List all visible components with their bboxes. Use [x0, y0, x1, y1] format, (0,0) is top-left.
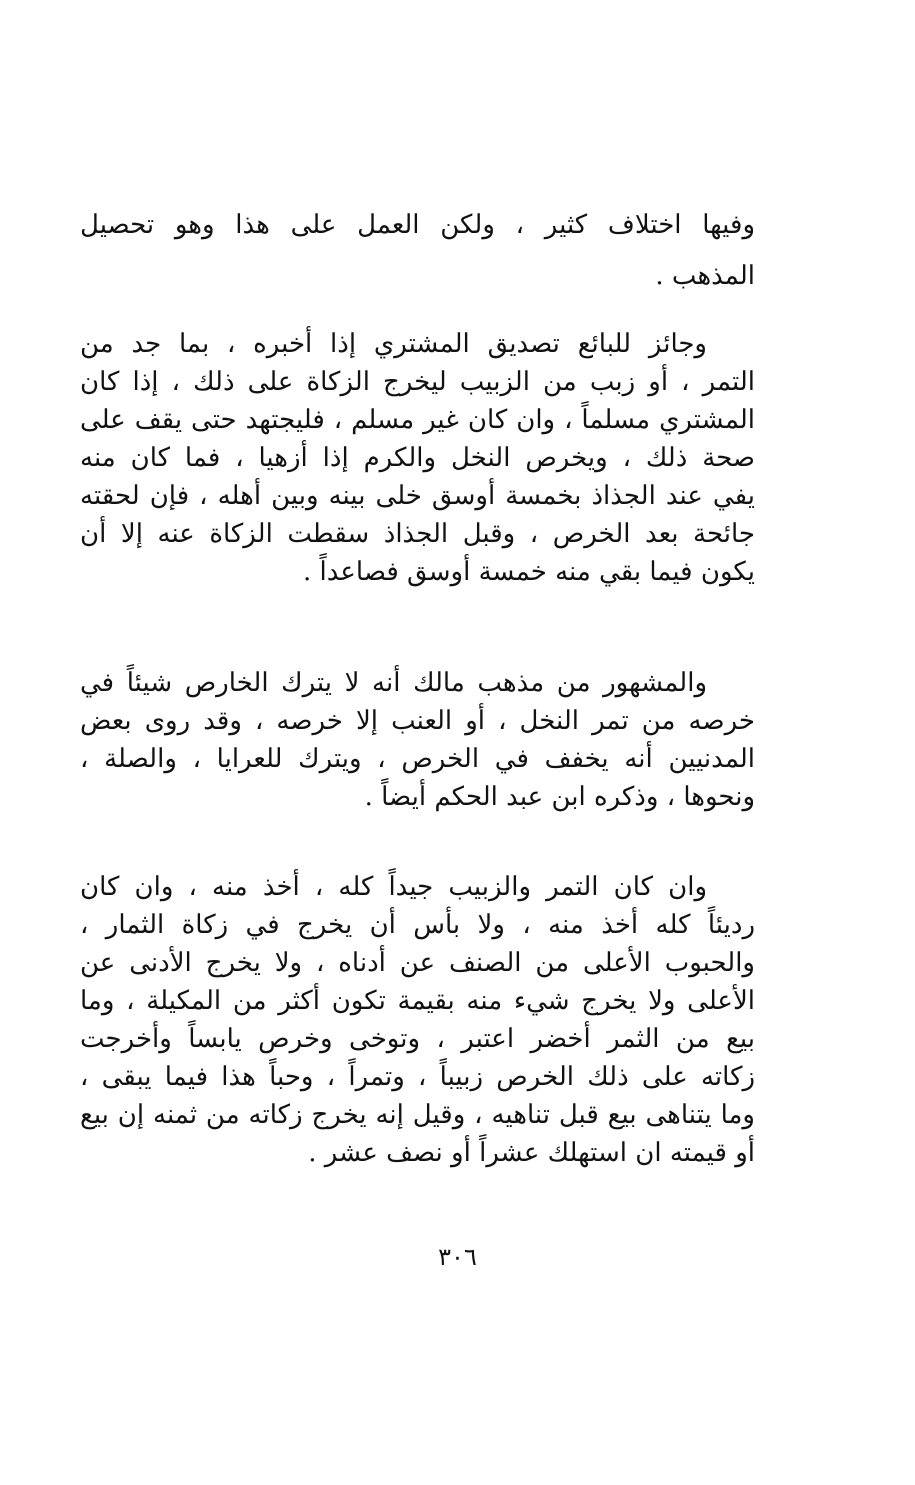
text-line: والحبوب الأعلى من الصنف عن أدناه ، ولا يخرج الأدنى عن — [80, 948, 755, 978]
text-line: وجائز للبائع تصديق المشتري إذا أخبره ، بما جد من — [80, 329, 707, 359]
text-line: زكاته على ذلك الخرص زبيباً ، وتمراً ، وحباً هذا فيما يبقى ، — [80, 1062, 755, 1092]
text-line: وان كان التمر والزبيب جيداً كله ، أخذ منه ، وان كان — [80, 872, 707, 902]
text-line: المدنيين أنه يخفف في الخرص ، ويترك للعرايا ، والصلة ، — [80, 744, 755, 774]
page-number: ٣٠٦ — [438, 1243, 477, 1271]
paragraph-4 — [80, 868, 755, 1172]
text-line: جائحة بعد الخرص ، وقبل الجذاذ سقطت الزكاة عنه إلا أن — [80, 519, 755, 549]
text-line: ونحوها ، وذكره ابن عبد الحكم أيضاً . — [364, 782, 755, 812]
text-line: أو قيمته ان استهلك عشراً أو نصف عشر . — [308, 1138, 755, 1168]
text-line: رديئاً كله أخذ منه ، ولا بأس أن يخرج في زكاة الثمار ، — [80, 910, 755, 940]
text-line: يكون فيما بقي منه خمسة أوسق فصاعداً . — [302, 557, 755, 587]
text-line: خرصه من تمر النخل ، أو العنب إلا خرصه ، وقد روى بعض — [80, 706, 755, 736]
paragraph-3 — [80, 664, 755, 816]
text-line: يفي عند الجذاذ بخمسة أوسق خلى بينه وبين أهله ، فإن لحقته — [80, 481, 755, 511]
text-line: الأعلى ولا يخرج شيء منه بقيمة تكون أكثر من المكيلة ، وما — [80, 986, 755, 1016]
text-line: التمر ، أو زبب من الزبيب ليخرج الزكاة على ذلك ، إذا كان — [80, 367, 755, 397]
text-line: صحة ذلك ، ويخرص النخل والكرم إذا أزهيا ، فما كان منه — [80, 443, 755, 473]
text-line: المشتري مسلماً ، وان كان غير مسلم ، فليجتهد حتى يقف على — [80, 405, 755, 435]
paragraph-2 — [80, 325, 755, 591]
text-line: وما يتناهى بيع قبل تناهيه ، وقيل إنه يخرج زكاته من ثمنه إن بيع — [80, 1100, 755, 1130]
text-line: بيع من الثمر أخضر اعتبر ، وتوخى وخرص يابساً وأخرجت — [80, 1024, 755, 1054]
text-line: والمشهور من مذهب مالك أنه لا يترك الخارص شيئاً في — [80, 668, 707, 698]
text-line: وفيها اختلاف كثير ، ولكن العمل على هذا وهو تحصيل — [80, 210, 755, 240]
text-line: المذهب . — [655, 261, 755, 291]
paragraph-1 — [80, 206, 755, 295]
